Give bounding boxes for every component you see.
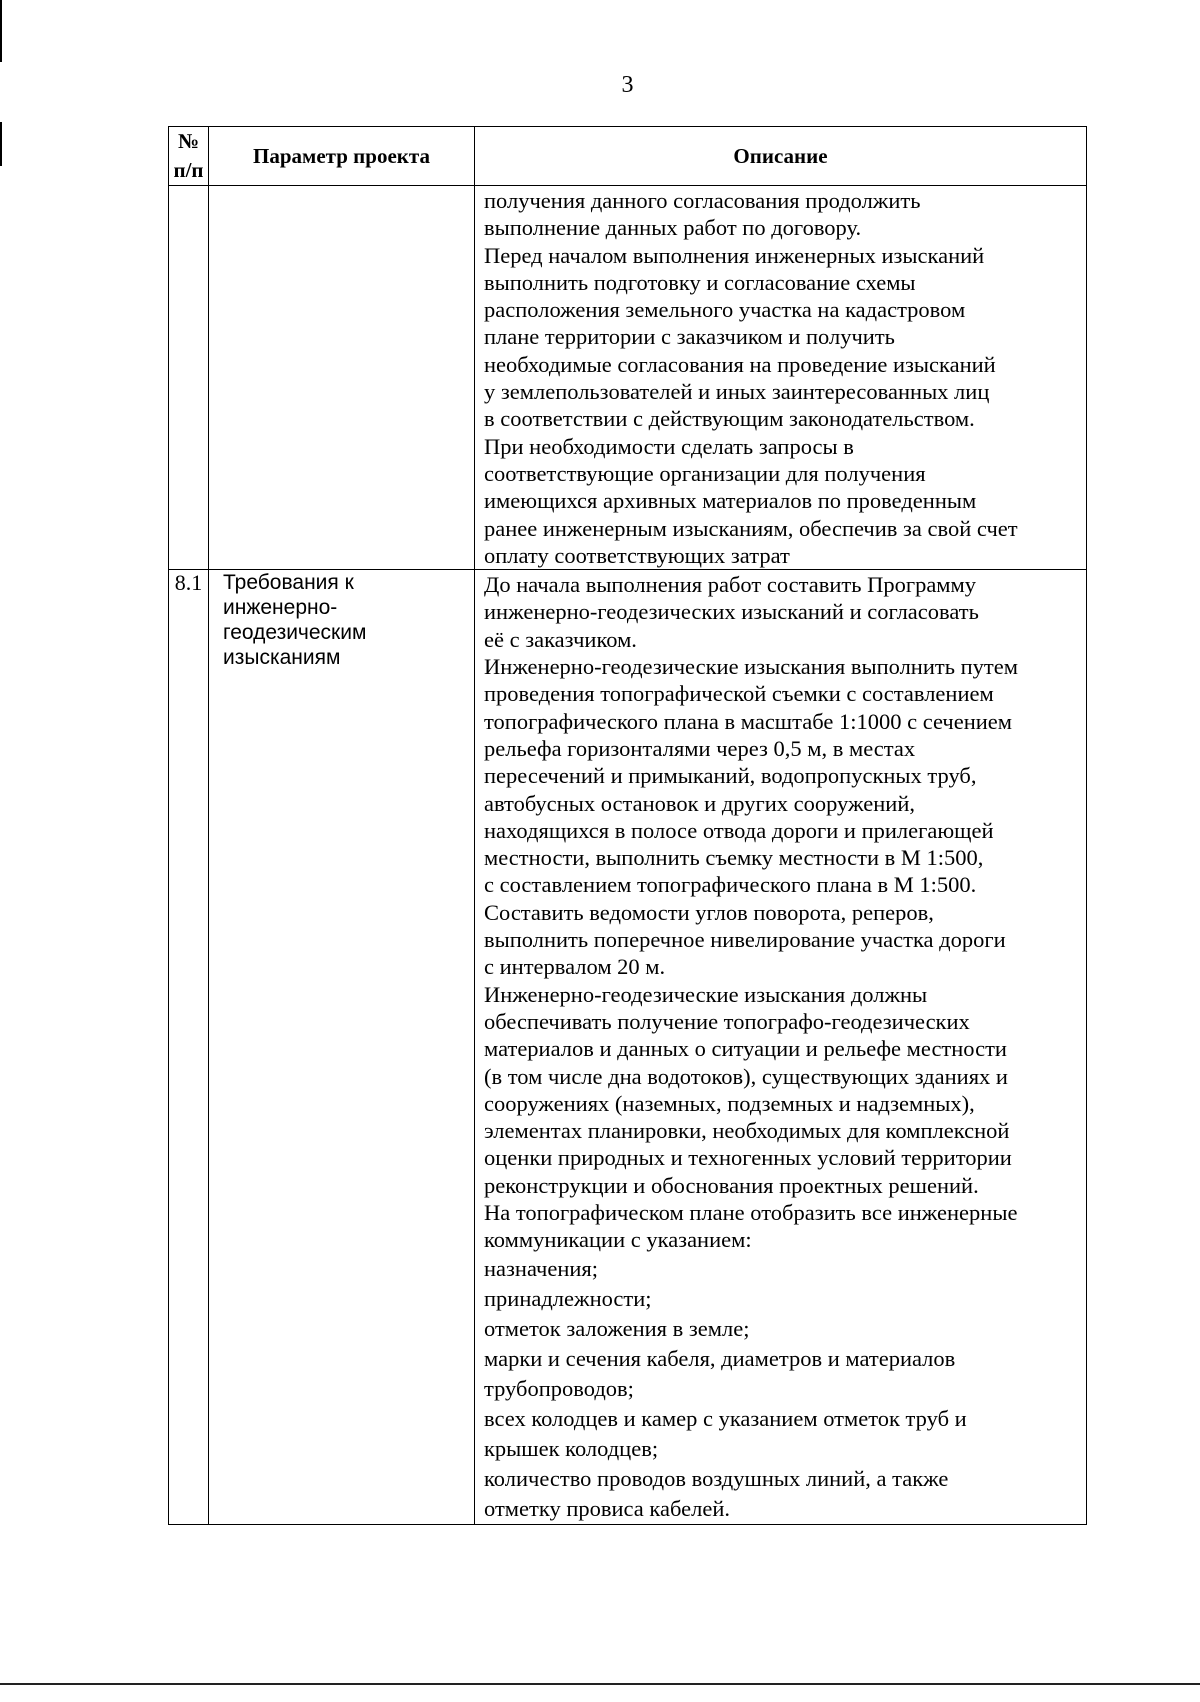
- bottom-scan-rule: [0, 1683, 1200, 1685]
- left-edge-mark-middle: [0, 122, 2, 166]
- parameter-line: Требования к: [223, 571, 354, 595]
- table-row-continuation: [169, 186, 1087, 570]
- description-line: инженерно-геодезических изысканий и согласовать: [484, 599, 979, 625]
- description-line: автобусных остановок и других сооружений,: [484, 790, 915, 816]
- description-line: оплату соответствующих затрат: [484, 542, 790, 568]
- description-line: получения данного согласования продолжить: [484, 188, 921, 213]
- header-number-symbol: №: [177, 129, 200, 153]
- header-number-abbr: п/п: [173, 158, 204, 182]
- description-line: с составлением топографического плана в М 1:500.: [484, 872, 977, 898]
- description-line: Составить ведомости углов поворота, реперов,: [484, 899, 934, 925]
- description-line: реконструкции и обоснования проектных решений.: [484, 1172, 979, 1198]
- row-parameter-cell: [209, 570, 475, 1524]
- description-line: всех колодцев и камер с указанием отметок труб и: [484, 1405, 967, 1431]
- parameter-text: [209, 570, 474, 670]
- description-line: пересечений и примыканий, водопропускных труб,: [484, 763, 977, 789]
- description-line: местности, выполнить съемку местности в М 1:500,: [484, 845, 984, 871]
- header-description: Описание: [475, 127, 1087, 186]
- description-line: (в том числе дна водотоков), существующих зданиях и: [484, 1063, 1008, 1089]
- description-line: Перед началом выполнения инженерных изысканий: [484, 242, 985, 268]
- description-line: у землепользователей и иных заинтересованных лиц: [484, 379, 990, 405]
- row-parameter-cell: [209, 186, 475, 570]
- description-line: трубопроводов;: [484, 1375, 634, 1401]
- description-line: отметок заложения в земле;: [484, 1315, 750, 1341]
- description-line: находящихся в полосе отвода дороги и прилегающей: [484, 817, 994, 843]
- description-line: топографического плана в масштабе 1:1000 с сечением: [484, 708, 1013, 734]
- description-line: материалов и данных о ситуации и рельефе местности: [484, 1036, 1007, 1062]
- parameter-line: геодезическим: [223, 621, 367, 645]
- description-line: проведения топографической съемки с составлением: [484, 681, 994, 707]
- description-line: в соответствии с действующим законодательством.: [484, 406, 975, 432]
- row-description-cell: [475, 186, 1087, 570]
- description-line: рельефа горизонталями через 0,5 м, в местах: [484, 735, 916, 761]
- description-line: выполнить подготовку и согласование схемы: [484, 269, 916, 295]
- description-line: элементах планировки, необходимых для комплексной: [484, 1118, 1010, 1144]
- header-parameter: Параметр проекта: [209, 127, 475, 186]
- description-line: До начала выполнения работ составить Программу: [484, 572, 977, 598]
- description-line: расположения земельного участка на кадастровом: [484, 297, 966, 323]
- description-line: с интервалом 20 м.: [484, 954, 666, 980]
- description-line: Инженерно-геодезические изыскания выполнить путем: [484, 654, 1018, 680]
- description-line: обеспечивать получение топографо-геодезических: [484, 1008, 970, 1034]
- description-line: ранее инженерным изысканиям, обеспечив за свой счет: [484, 515, 1018, 541]
- description-line: На топографическом плане отобразить все инженерные: [484, 1199, 1018, 1225]
- table-header-row: [169, 127, 1087, 186]
- header-number: [169, 127, 209, 186]
- description-line: плане территории с заказчиком и получить: [484, 324, 895, 350]
- description-line: отметку провиса кабелей.: [484, 1495, 731, 1521]
- row-number-cell: 8.1: [169, 570, 209, 1524]
- left-edge-mark-top: [0, 0, 2, 62]
- description-line: необходимые согласования на проведение изысканий: [484, 351, 996, 377]
- description-line: имеющихся архивных материалов по проведенным: [484, 488, 977, 514]
- description-line: При необходимости сделать запросы в: [484, 433, 854, 459]
- description-line: количество проводов воздушных линий, а также: [484, 1465, 949, 1491]
- description-line: её с заказчиком.: [484, 626, 637, 652]
- row-number-cell: [169, 186, 209, 570]
- page-number: 3: [621, 72, 634, 98]
- description-line: крышек колодцев;: [484, 1435, 659, 1461]
- table-row-8-1: [169, 570, 1087, 1524]
- description-line: Инженерно-геодезические изыскания должны: [484, 981, 928, 1007]
- description-text: [475, 186, 1086, 569]
- description-line: марки и сечения кабеля, диаметров и материалов: [484, 1345, 956, 1371]
- description-line: принадлежности;: [484, 1285, 652, 1311]
- description-line: назначения;: [484, 1255, 599, 1281]
- description-text: [475, 570, 1086, 1523]
- description-line: выполнение данных работ по договору.: [484, 215, 862, 241]
- description-line: оценки природных и техногенных условий территории: [484, 1145, 1012, 1171]
- description-line: коммуникации с указанием:: [484, 1227, 752, 1253]
- description-line: выполнить поперечное нивелирование участка дороги: [484, 927, 1006, 953]
- parameter-line: инженерно-: [223, 596, 338, 620]
- parameter-line: изысканиям: [223, 646, 341, 670]
- requirements-table: [168, 126, 1087, 1525]
- description-line: сооружениях (наземных, подземных и надземных),: [484, 1090, 975, 1116]
- row-description-cell: [475, 570, 1087, 1524]
- description-line: соответствующие организации для получения: [484, 460, 926, 486]
